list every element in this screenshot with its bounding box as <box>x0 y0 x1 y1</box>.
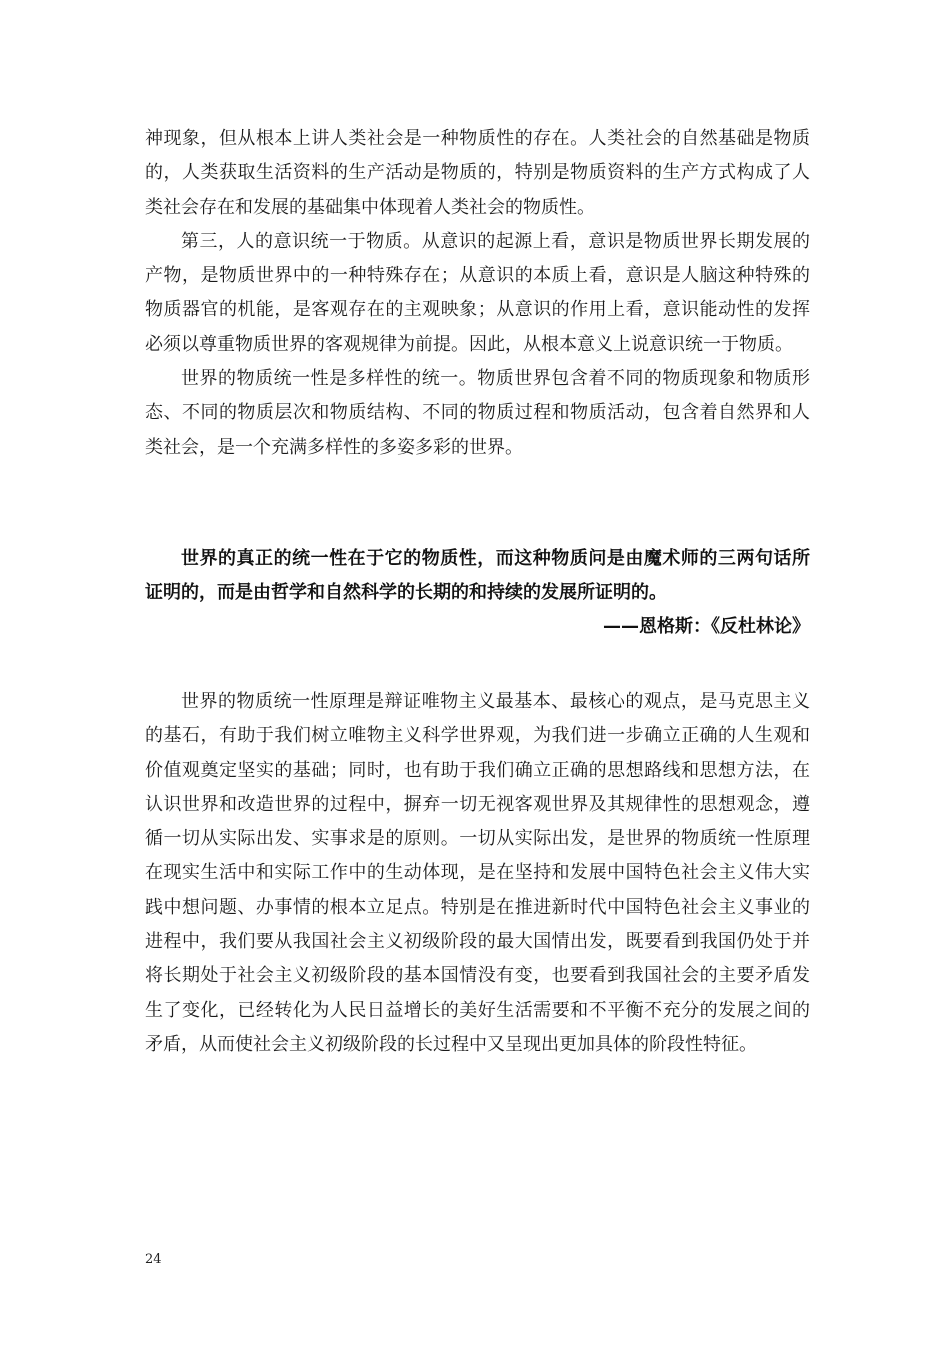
body-text-top <box>145 122 810 465</box>
body-text-bottom <box>145 685 810 1062</box>
quotation-attribution: ——恩格斯：《反杜林论》 <box>603 616 810 637</box>
page-number: 24 <box>145 1252 162 1267</box>
quotation-text: 世界的真正的统一性在于它的物质性，而这种物质问是由魔术师的三两句话所证明的，而是由哲学和自然科学的长期的和持续的发展所证明的。 <box>145 548 810 603</box>
quotation-block <box>145 542 810 644</box>
paragraph-continuation: 神现象，但从根本上讲人类社会是一种物质性的存在。人类社会的自然基础是物质的，人类获取生活资料的生产活动是物质的，特别是物质资料的生产方式构成了人类社会存在和发展的基础集中体现着人类社会的物质性。 <box>145 128 810 218</box>
paragraph-principle: 世界的物质统一性原理是辩证唯物主义最基本、最核心的观点，是马克思主义的基石，有助于我们树立唯物主义科学世界观，为我们进一步确立正确的人生观和价值观奠定坚实的基础；同时，也有助于我们确立正确的思想路线和思想方法，在认识世界和改造世界的过程中，摒弃一切无视客观世界及其规律性的思想观念，遵循一切从实际出发、实事求是的原则。一切从实际出发，是世界的物质统一性原理在现实生活中和实际工作中的生动体现，是在坚持和发展中国特色社会主义伟大实践中想问题、办事情的根本立足点。特别是在推进新时代中国特色社会主义事业的进程中，我们要从我国社会主义初级阶段的最大国情出发，既要看到我国仍处于并将长期处于社会主义初级阶段的基本国情没有变，也要看到我国社会的主要矛盾发生了变化，已经转化为人民日益增长的美好生活需要和不平衡不充分的发展之间的矛盾，从而使社会主义初级阶段的长过程中又呈现出更加具体的阶段性特征。 <box>145 691 810 1055</box>
paragraph-consciousness: 第三，人的意识统一于物质。从意识的起源上看，意识是物质世界长期发展的产物，是物质世界中的一种特殊存在；从意识的本质上看，意识是人脑这种特殊的物质器官的机能，是客观存在的主观映象；从意识的作用上看，意识能动性的发挥必须以尊重物质世界的客观规律为前提。因此，从根本意义上说意识统一于物质。 <box>145 230 810 355</box>
paragraph-diversity: 世界的物质统一性是多样性的统一。物质世界包含着不同的物质现象和物质形态、不同的物质层次和物质结构、不同的物质过程和物质活动，包含着自然界和人类社会，是一个充满多样性的多姿多彩的世界。 <box>145 368 810 458</box>
